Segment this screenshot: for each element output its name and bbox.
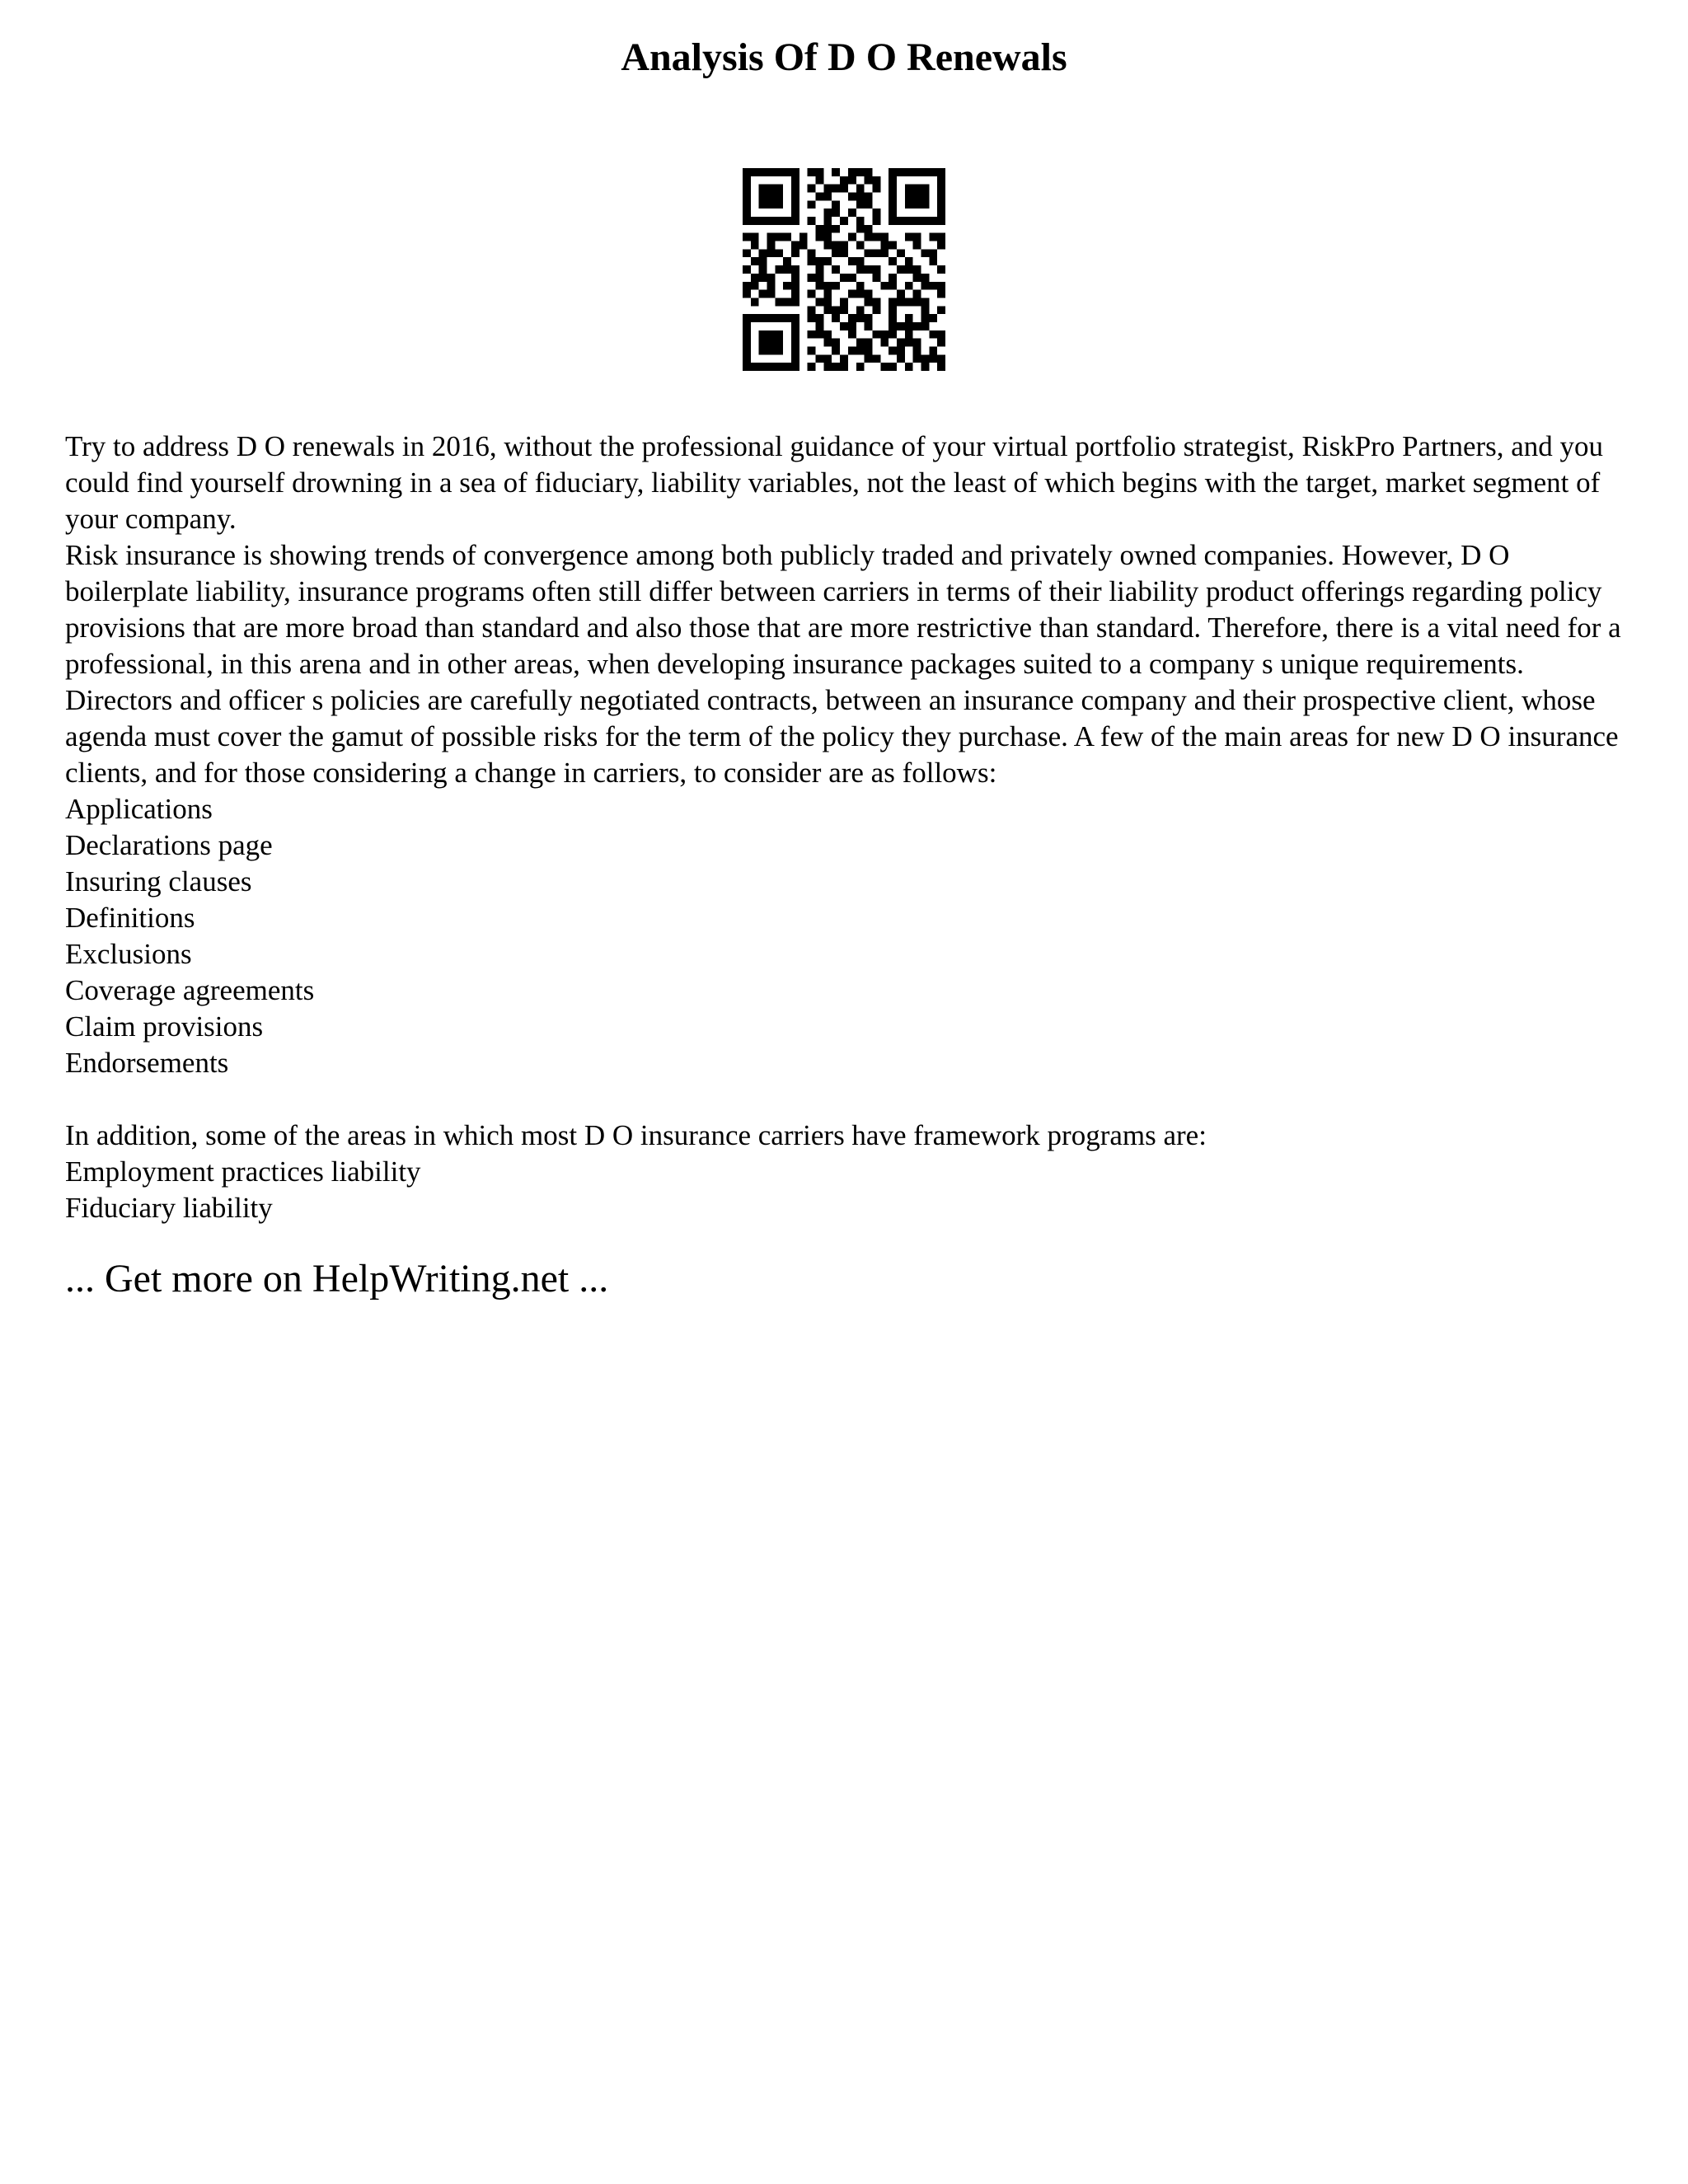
article-body (65, 429, 1623, 1226)
list-item: Exclusions (65, 938, 192, 970)
document-page (65, 0, 1623, 1304)
list-item: Insuring clauses (65, 865, 252, 898)
section-spacer (65, 1081, 1623, 1118)
get-more-link[interactable]: ... Get more on HelpWriting.net ... (65, 1257, 609, 1301)
list-item: Applications (65, 793, 213, 825)
page-title: Analysis Of D O Renewals (621, 35, 1067, 79)
list-item: Definitions (65, 902, 195, 934)
paragraph-directors-officers: Directors and officer s policies are carefully negotiated contracts, between an insurance company and their prospective client, whose agenda must cover the gamut of possible risks for the term of the policy they purchase. A few of the main areas for new D O insurance clients, and for those considering a change in carriers, to consider are as follows: (65, 684, 1619, 789)
list-item: Employment practices liability (65, 1155, 421, 1188)
policy-areas-list (65, 791, 1623, 1081)
qr-code-container (65, 168, 1623, 371)
paragraph-intro: Try to address D O renewals in 2016, without the professional guidance of your virtual portfolio strategist, RiskPro Partners, and you could find yourself drowning in a sea of fiduciary, liability variables, not the least of which begins with the target, market segment of your company. (65, 430, 1604, 535)
list-item: Endorsements (65, 1047, 229, 1079)
list-item: Claim provisions (65, 1010, 264, 1043)
paragraph-convergence: Risk insurance is showing trends of convergence among both publicly traded and privately owned companies. However, D O boilerplate liability, insurance programs often still differ between carriers in terms of their liability product offerings regarding policy provisions that are more broad than standard and also those that are more restrictive than standard. Therefore, there is a vital need for a professional, in this arena and in other areas, when developing insurance packages suited to a company s unique requirements. (65, 539, 1621, 680)
list-item: Declarations page (65, 829, 273, 861)
paragraph-framework-intro: In addition, some of the areas in which most D O insurance carriers have framework programs are: (65, 1119, 1207, 1151)
framework-areas-list (65, 1154, 1623, 1226)
list-item: Fiduciary liability (65, 1192, 273, 1224)
qr-code-icon (743, 168, 945, 371)
list-item: Coverage agreements (65, 974, 315, 1006)
